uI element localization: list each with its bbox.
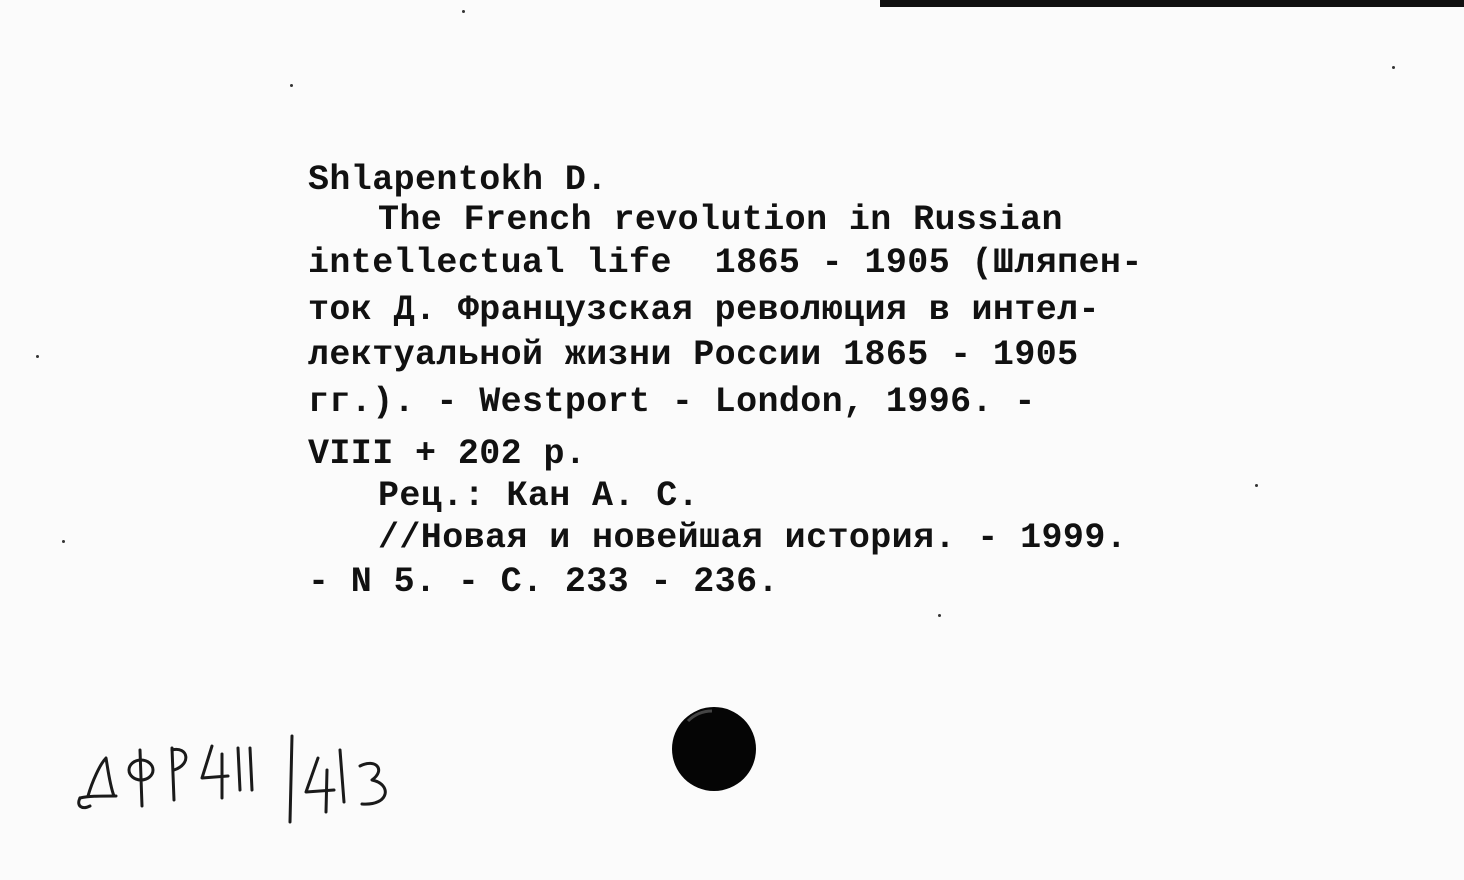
card-top-edge xyxy=(880,0,1464,7)
handwritten-shelf-mark xyxy=(70,730,420,830)
dust-speck xyxy=(290,84,293,87)
dust-speck xyxy=(462,10,465,13)
review-line: - N 5. - С. 233 - 236. xyxy=(308,562,779,602)
entry-line: гг.). - Westport - London, 1996. - xyxy=(308,382,1036,422)
dust-speck xyxy=(1255,484,1258,487)
punch-hole xyxy=(668,705,760,797)
author-line: Shlapentokh D. xyxy=(308,160,608,200)
entry-line: лектуальной жизни России 1865 - 1905 xyxy=(308,335,1079,375)
dust-speck xyxy=(938,614,941,617)
dust-speck xyxy=(62,540,65,543)
review-line: Рец.: Кан А. С. xyxy=(378,476,700,516)
entry-line: ток Д. Французская революция в интел- xyxy=(308,290,1100,330)
entry-line: intellectual life 1865 - 1905 (Шляпен- xyxy=(308,243,1143,283)
entry-line: The French revolution in Russian xyxy=(378,200,1063,240)
dust-speck xyxy=(36,355,39,358)
dust-speck xyxy=(1392,66,1395,69)
entry-line: VIII + 202 p. xyxy=(308,434,587,474)
review-line: //Новая и новейшая история. - 1999. xyxy=(378,518,1128,558)
